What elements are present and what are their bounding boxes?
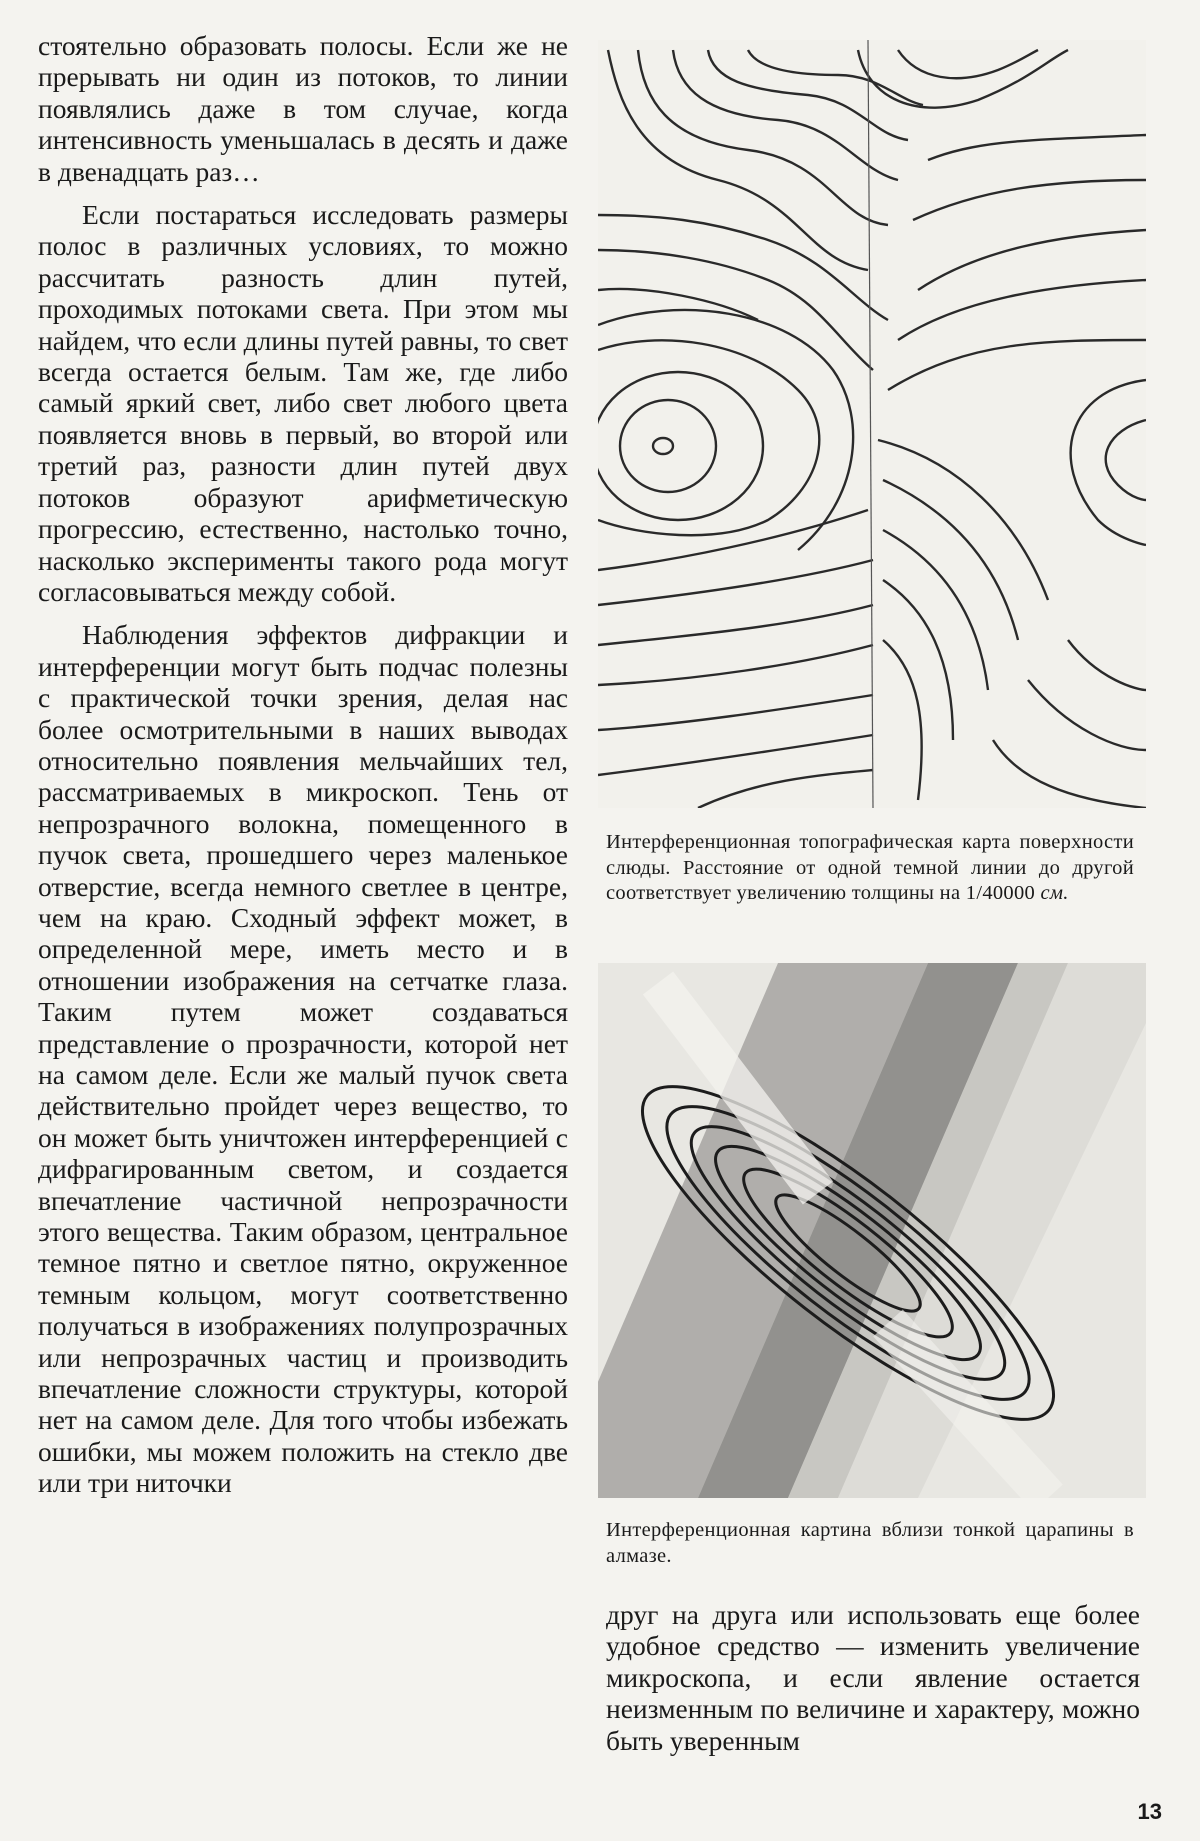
- paragraph-1: стоятельно образовать полосы. Если же не прерывать ни один из потоков, то линии появлялись даже в том случае, когда интенсивность уменьшалась в десять и даже в двенадцать раз…: [38, 30, 568, 187]
- figure1-caption-unit: см.: [1040, 882, 1069, 904]
- figure1-caption: [606, 830, 1134, 907]
- paragraph-3: Наблюдения эффектов дифракции и интерференции могут быть подчас полезны с практической точки зрения, делая нас более осмотрительными в наших выводах относительно появления мельчайших тел, рассматриваемых в микроскоп. Тень от непрозрачного волокна, помещенного в пучок света, прошедшего через маленькое отверстие, всегда немного светлее в центре, чем на краю. Сходный эффект может, в определенной мере, иметь место и в отношении изображения на сетчатке глаза. Таким путем может создаваться представление о прозрачности, которой нет на самом деле. Если же малый пучок света действительно пройдет через вещество, то он может быть уничтожен интерференцией с дифрагированным светом, и создается впечатление частичной непрозрачности этого вещества. Таким образом, центральное темное пятно и светлое пятно, окруженное темным кольцом, могут соответственно получаться в изображениях полупрозрачных или непрозрачных частиц и производить впечатление сложности структуры, которой нет на самом деле. Для того чтобы избежать ошибки, мы можем положить на стекло две или три ниточки: [38, 619, 568, 1499]
- diamond-scratch-figure: [598, 963, 1146, 1498]
- continuation-paragraph: друг на друга или использовать еще более удобное средство — изменить увеличение микроскопа, и если явление остается неизменным по величине и характеру, можно быть уверенным: [606, 1599, 1140, 1756]
- mica-topographic-map-figure: [598, 40, 1146, 808]
- mica-contour-image: [598, 40, 1146, 808]
- left-text-column: [38, 30, 568, 1499]
- page-number: 13: [1137, 1799, 1162, 1824]
- diamond-interference-image: [598, 963, 1146, 1498]
- figure1-caption-text: Интерференционная топографическая карта поверхности слюды. Расстояние от одной темной линии до другой соответствует увеличению толщины на 1/40000: [606, 831, 1134, 904]
- figure2-caption: Интерференционная картина вблизи тонкой царапины в алмазе.: [606, 1519, 1134, 1567]
- right-text-column: [606, 1599, 1140, 1756]
- paragraph-2: Если постараться исследовать размеры полос в различных условиях, то можно рассчитать разность длин путей, проходимых потоками света. При этом мы найдем, что если длины путей равны, то свет всегда остается белым. Там же, где либо самый яркий свет, либо свет любого цвета появляется вновь в первый, во второй или третий раз, разности длин путей двух потоков образуют арифметическую прогрессию, естественно, настолько точно, насколько эксперименты такого рода могут согласовываться между собой.: [38, 199, 568, 607]
